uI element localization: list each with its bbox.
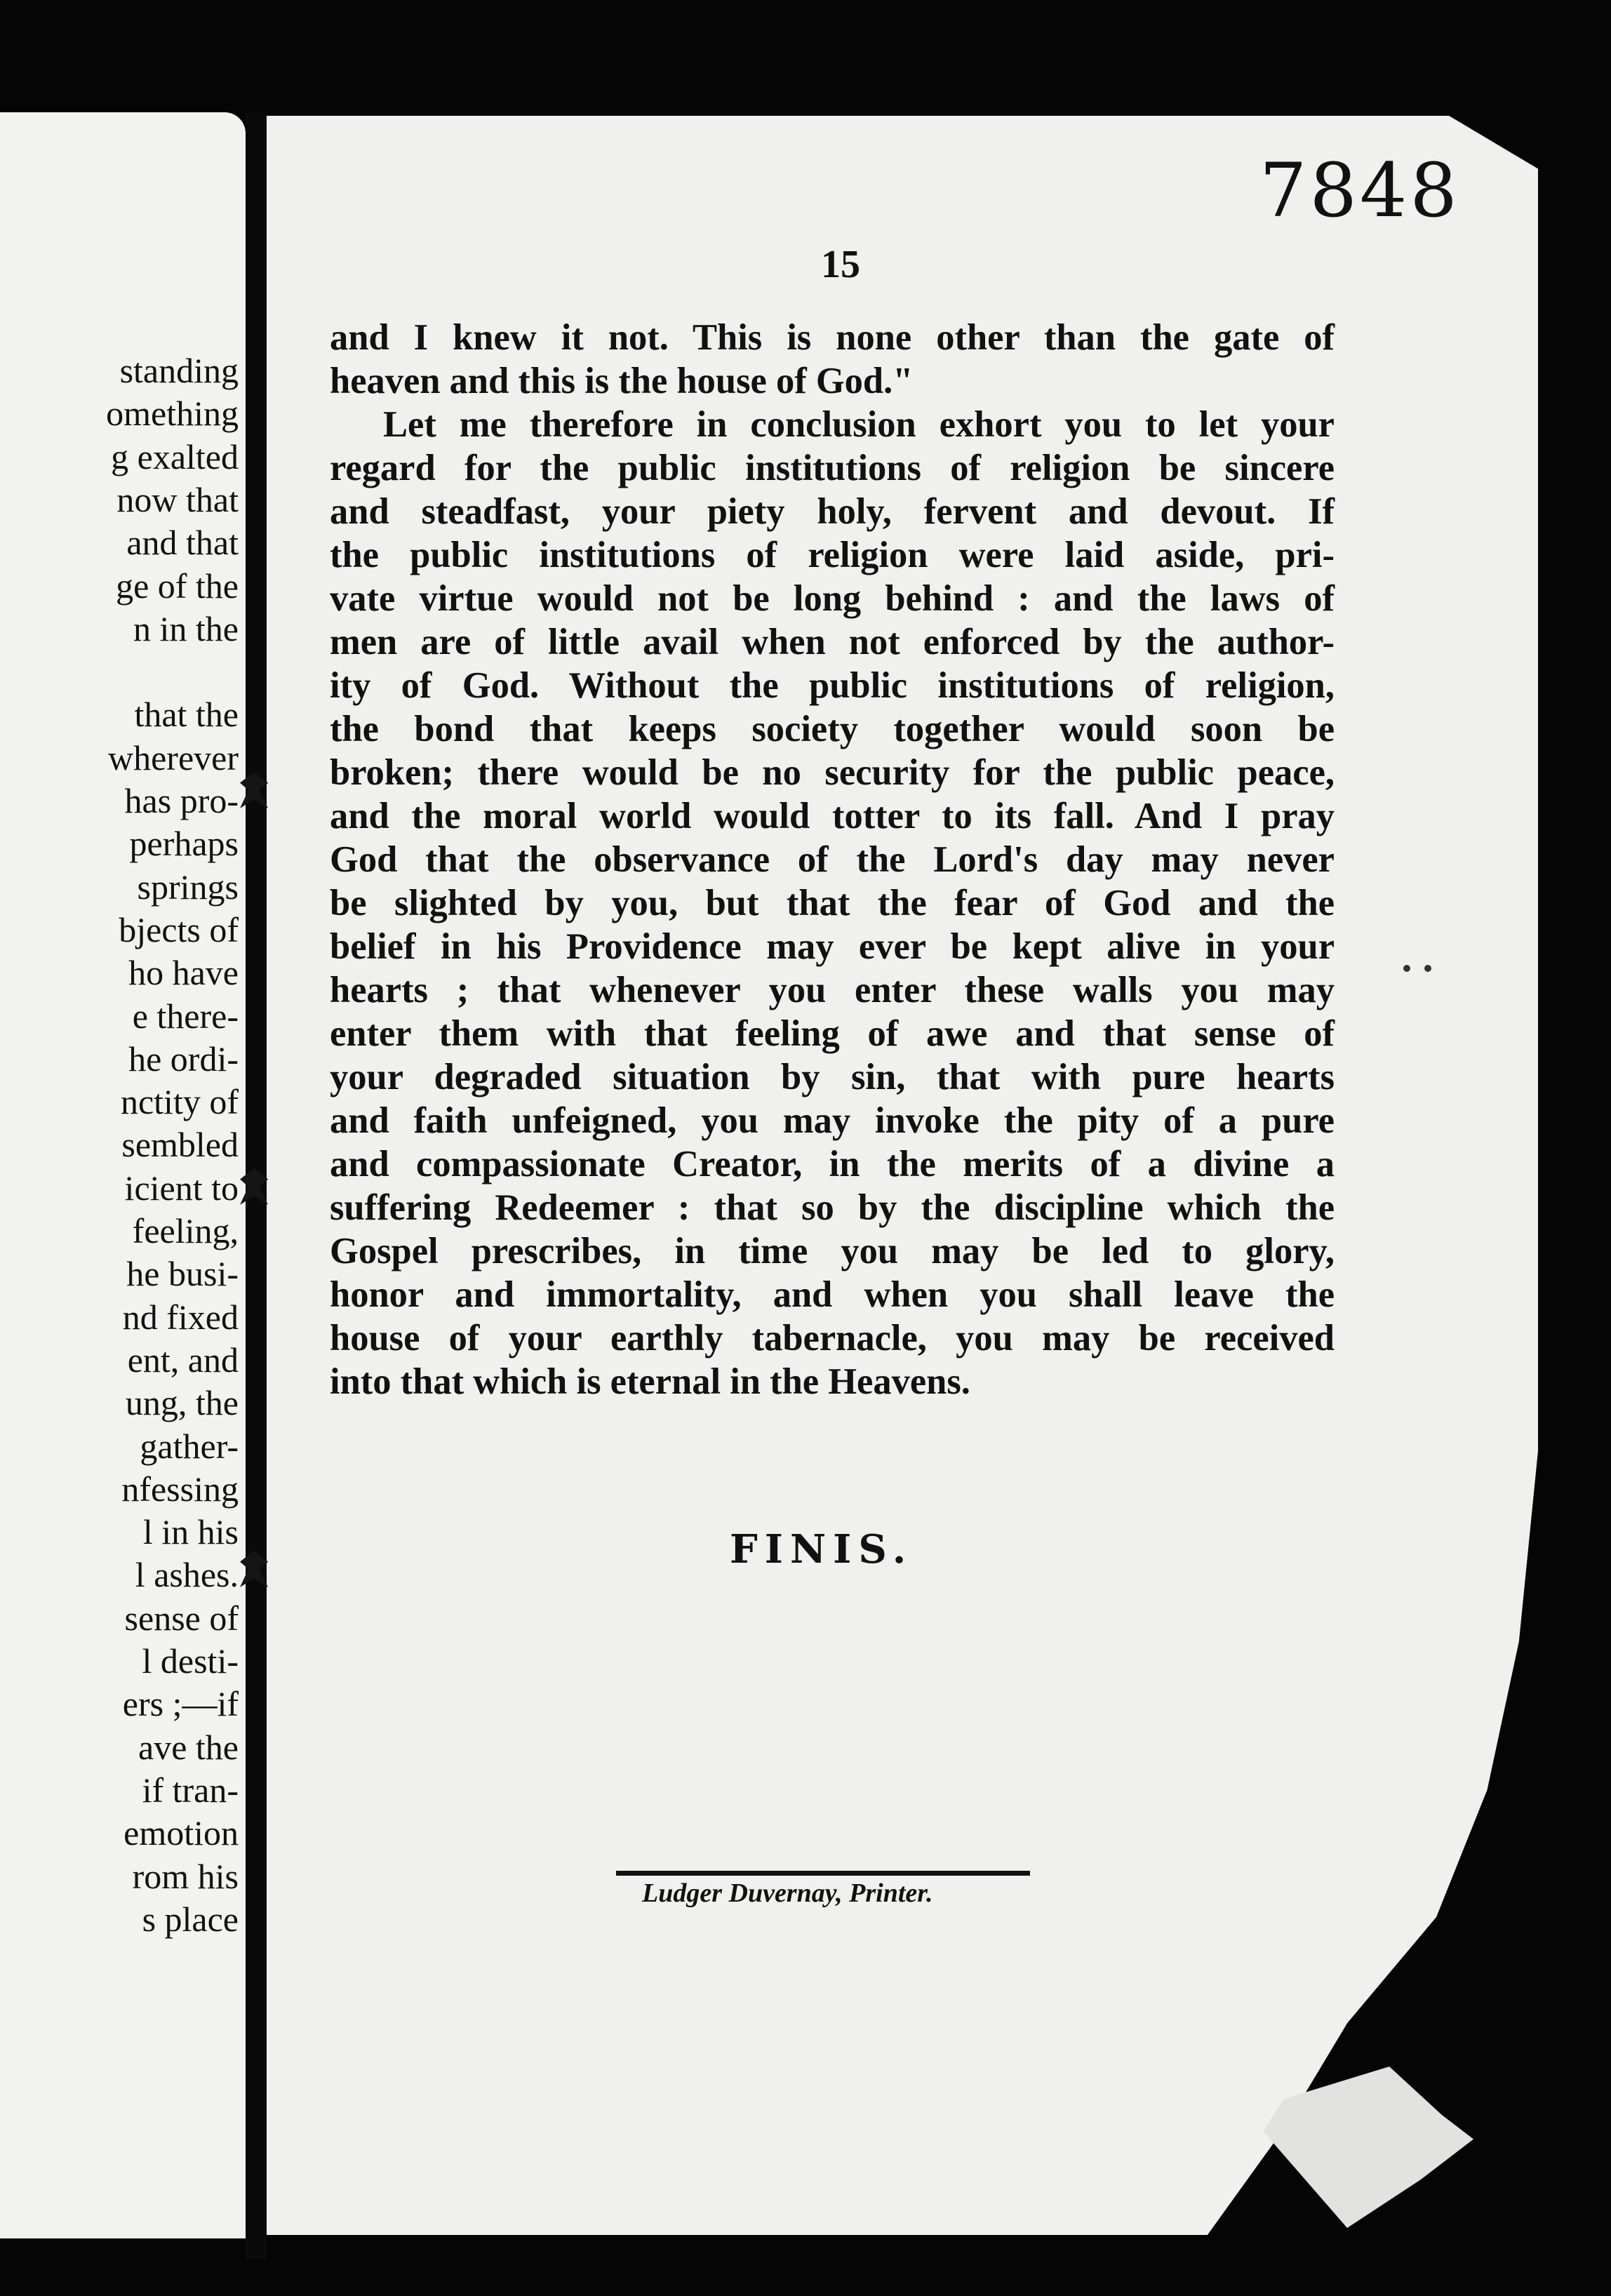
left-page-line: standing [119,351,239,390]
page-number: 15 [821,243,860,286]
left-page-line: icient to [124,1168,239,1208]
left-page-line: emotion [123,1813,239,1853]
body-line: and compassionate Creator, in the merits of a divine a [330,1144,1335,1184]
left-page-line: s place [142,1899,239,1939]
catalog-number: 7848 [1259,147,1460,234]
body-line: heaven and this is the house of God." [330,361,914,401]
body-line: Let me therefore in conclusion exhort you to let your [383,404,1335,445]
left-page-line: l ashes. [135,1555,239,1595]
left-page-line: if tran- [142,1770,239,1810]
left-page-line: ung, the [125,1383,239,1423]
left-page-line: and that [126,523,239,563]
left-page-line: gather- [140,1426,239,1466]
left-page-line: nfessing [121,1469,239,1509]
finis-heading: FINIS. [730,1526,914,1573]
left-page-line: he ordi- [128,1039,239,1079]
body-line: and I knew it not. This is none other than the gate of [330,317,1335,358]
left-page-line: springs [137,867,239,907]
body-line: enter them with that feeling of awe and that sense of [330,1013,1335,1054]
body-line: men are of little avail when not enforced by the author- [330,622,1335,662]
body-line: broken; there would be no security for the public peace, [330,752,1335,793]
body-line: belief in his Providence may ever be kept alive in your [330,926,1335,967]
body-line: and steadfast, your piety holy, fervent and devout. If [330,491,1335,532]
body-text [330,316,1335,1403]
left-page-line: g exalted [111,436,239,476]
speck [1403,965,1410,972]
left-page-line: that the [134,695,239,735]
left-page-line: ho have [128,953,239,993]
printer-credit: Ludger Duvernay, Printer. [642,1878,933,1908]
horizontal-rule [616,1871,1030,1876]
left-page-line: he busi- [126,1254,239,1294]
body-line: house of your earthly tabernacle, you may be received [330,1318,1335,1359]
left-page-fragment [0,112,246,2238]
left-page-line: ers ;—if [122,1684,239,1724]
left-page-line: ent, and [127,1340,239,1380]
body-line: hearts ; that whenever you enter these walls you may [330,970,1335,1010]
left-page-line: rom his [132,1856,239,1896]
body-line: the public institutions of religion were laid aside, pri- [330,535,1335,575]
left-page-line: l in his [142,1512,239,1552]
left-page-line: ave the [138,1727,239,1767]
body-line: Gospel prescribes, in time you may be led to glory, [330,1231,1335,1272]
left-page-line: nd fixed [122,1297,239,1337]
left-page-line: ge of the [116,566,239,606]
left-page-line: sense of [124,1598,239,1638]
left-page-line: l desti- [142,1641,239,1681]
body-line: ity of God. Without the public institutions of religion, [330,665,1335,706]
left-page-line: e there- [132,996,239,1036]
left-page-line: omething [106,394,239,434]
left-page-line: n in the [133,608,239,648]
body-line: honor and immortality, and when you shall leave the [330,1274,1335,1315]
body-line: God that the observance of the Lord's day may never [330,839,1335,880]
left-page-line: sembled [121,1125,239,1165]
body-line: suffering Redeemer : that so by the discipline which the [330,1187,1335,1228]
left-page-line: perhaps [129,824,239,864]
left-page-line: feeling, [132,1211,239,1250]
body-line: the bond that keeps society together would soon be [330,709,1335,749]
speck [1424,965,1431,972]
body-line: into that which is eternal in the Heavens. [330,1361,970,1402]
body-line: vate virtue would not be long behind : and the laws of [330,578,1335,619]
body-line: and faith unfeigned, you may invoke the pity of a pure [330,1100,1335,1141]
left-page-line: wherever [108,737,239,777]
left-page-line: nctity of [120,1082,239,1122]
left-page-line: now that [116,479,239,519]
body-line: regard for the public institutions of religion be sincere [330,448,1335,488]
body-line: and the moral world would totter to its fall. And I pray [330,796,1335,836]
left-page-line: bjects of [119,909,239,949]
body-line: be slighted by you, but that the fear of God and the [330,883,1335,923]
body-line: your degraded situation by sin, that with pure hearts [330,1057,1335,1097]
left-page-line: has pro- [124,781,239,820]
